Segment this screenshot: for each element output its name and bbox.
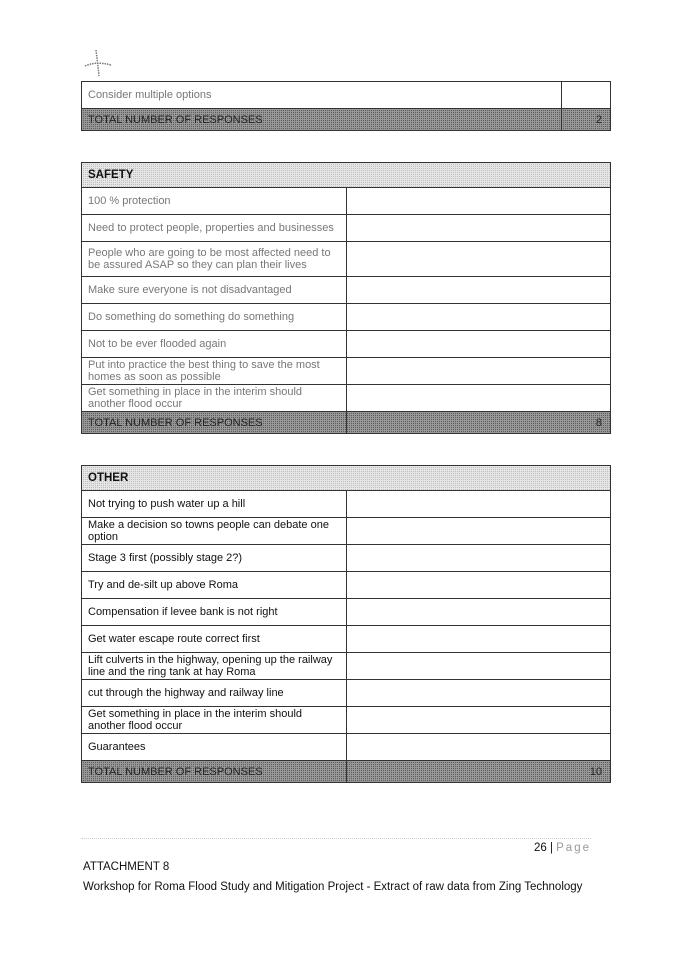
total-row bbox=[82, 761, 611, 783]
page-separator: | bbox=[549, 842, 553, 854]
response-value bbox=[346, 518, 611, 545]
section-title: OTHER bbox=[82, 466, 611, 491]
response-value bbox=[346, 680, 611, 707]
response-row bbox=[82, 545, 611, 572]
response-text: 100 % protection bbox=[82, 188, 347, 215]
response-row bbox=[82, 734, 611, 761]
response-text: Make a decision so towns people can debate one option bbox=[82, 518, 347, 545]
total-count: 10 bbox=[346, 761, 611, 783]
document-subtitle: Workshop for Roma Flood Study and Mitigation Project - Extract of raw data from Zing Technology bbox=[83, 881, 583, 893]
response-text: Stage 3 first (possibly stage 2?) bbox=[82, 545, 347, 572]
response-text: cut through the highway and railway line bbox=[82, 680, 347, 707]
total-label: TOTAL NUMBER OF RESPONSES bbox=[82, 412, 347, 434]
response-row bbox=[82, 358, 611, 385]
response-row bbox=[82, 707, 611, 734]
response-value bbox=[346, 242, 611, 277]
response-row bbox=[82, 215, 611, 242]
response-text: Get something in place in the interim should another flood occur bbox=[82, 385, 347, 412]
response-text: Not trying to push water up a hill bbox=[82, 491, 347, 518]
response-text: Lift culverts in the highway, opening up the railway line and the ring tank at hay Roma bbox=[82, 653, 347, 680]
response-text: Try and de-silt up above Roma bbox=[82, 572, 347, 599]
response-value bbox=[346, 188, 611, 215]
response-text: Get something in place in the interim should another flood occur bbox=[82, 707, 347, 734]
response-value bbox=[346, 491, 611, 518]
page-label: Page bbox=[556, 842, 591, 854]
response-row bbox=[82, 653, 611, 680]
total-count: 2 bbox=[562, 109, 611, 131]
response-row bbox=[82, 82, 611, 109]
section-header bbox=[82, 466, 611, 491]
response-value bbox=[346, 545, 611, 572]
response-value bbox=[346, 304, 611, 331]
response-row bbox=[82, 188, 611, 215]
total-label: TOTAL NUMBER OF RESPONSES bbox=[82, 761, 347, 783]
response-value bbox=[346, 331, 611, 358]
response-value bbox=[346, 277, 611, 304]
response-text: Need to protect people, properties and businesses bbox=[82, 215, 347, 242]
section-table-safety bbox=[81, 162, 611, 434]
response-text: Guarantees bbox=[82, 734, 347, 761]
response-text: Get water escape route correct first bbox=[82, 626, 347, 653]
total-row bbox=[82, 109, 611, 131]
response-row bbox=[82, 277, 611, 304]
crosshair-icon bbox=[84, 48, 112, 78]
response-value bbox=[346, 734, 611, 761]
attachment-label: ATTACHMENT 8 bbox=[83, 861, 170, 873]
response-text: Put into practice the best thing to save the most homes as soon as possible bbox=[82, 358, 347, 385]
response-row bbox=[82, 680, 611, 707]
response-text: Make sure everyone is not disadvantaged bbox=[82, 277, 347, 304]
page-number bbox=[534, 842, 591, 854]
response-row bbox=[82, 304, 611, 331]
response-text: People who are going to be most affected need to be assured ASAP so they can plan their lives bbox=[82, 242, 347, 277]
response-row bbox=[82, 491, 611, 518]
response-row bbox=[82, 572, 611, 599]
response-row bbox=[82, 626, 611, 653]
response-value bbox=[346, 626, 611, 653]
response-text: Consider multiple options bbox=[82, 82, 562, 109]
response-value bbox=[346, 572, 611, 599]
total-count: 8 bbox=[346, 412, 611, 434]
response-row bbox=[82, 599, 611, 626]
response-value bbox=[346, 599, 611, 626]
response-text: Do something do something do something bbox=[82, 304, 347, 331]
response-row bbox=[82, 518, 611, 545]
total-row bbox=[82, 412, 611, 434]
page-number-value: 26 bbox=[533, 842, 547, 854]
response-row bbox=[82, 242, 611, 277]
section-header bbox=[82, 163, 611, 188]
section-table-continued bbox=[81, 81, 611, 131]
response-value bbox=[346, 385, 611, 412]
response-row bbox=[82, 331, 611, 358]
total-label: TOTAL NUMBER OF RESPONSES bbox=[82, 109, 562, 131]
response-value bbox=[346, 215, 611, 242]
response-value bbox=[346, 707, 611, 734]
footer-divider bbox=[81, 838, 591, 839]
response-value bbox=[346, 653, 611, 680]
response-value bbox=[346, 358, 611, 385]
response-text: Not to be ever flooded again bbox=[82, 331, 347, 358]
response-row bbox=[82, 385, 611, 412]
section-title: SAFETY bbox=[82, 163, 611, 188]
response-value bbox=[562, 82, 611, 109]
response-text: Compensation if levee bank is not right bbox=[82, 599, 347, 626]
section-table-other bbox=[81, 465, 611, 783]
